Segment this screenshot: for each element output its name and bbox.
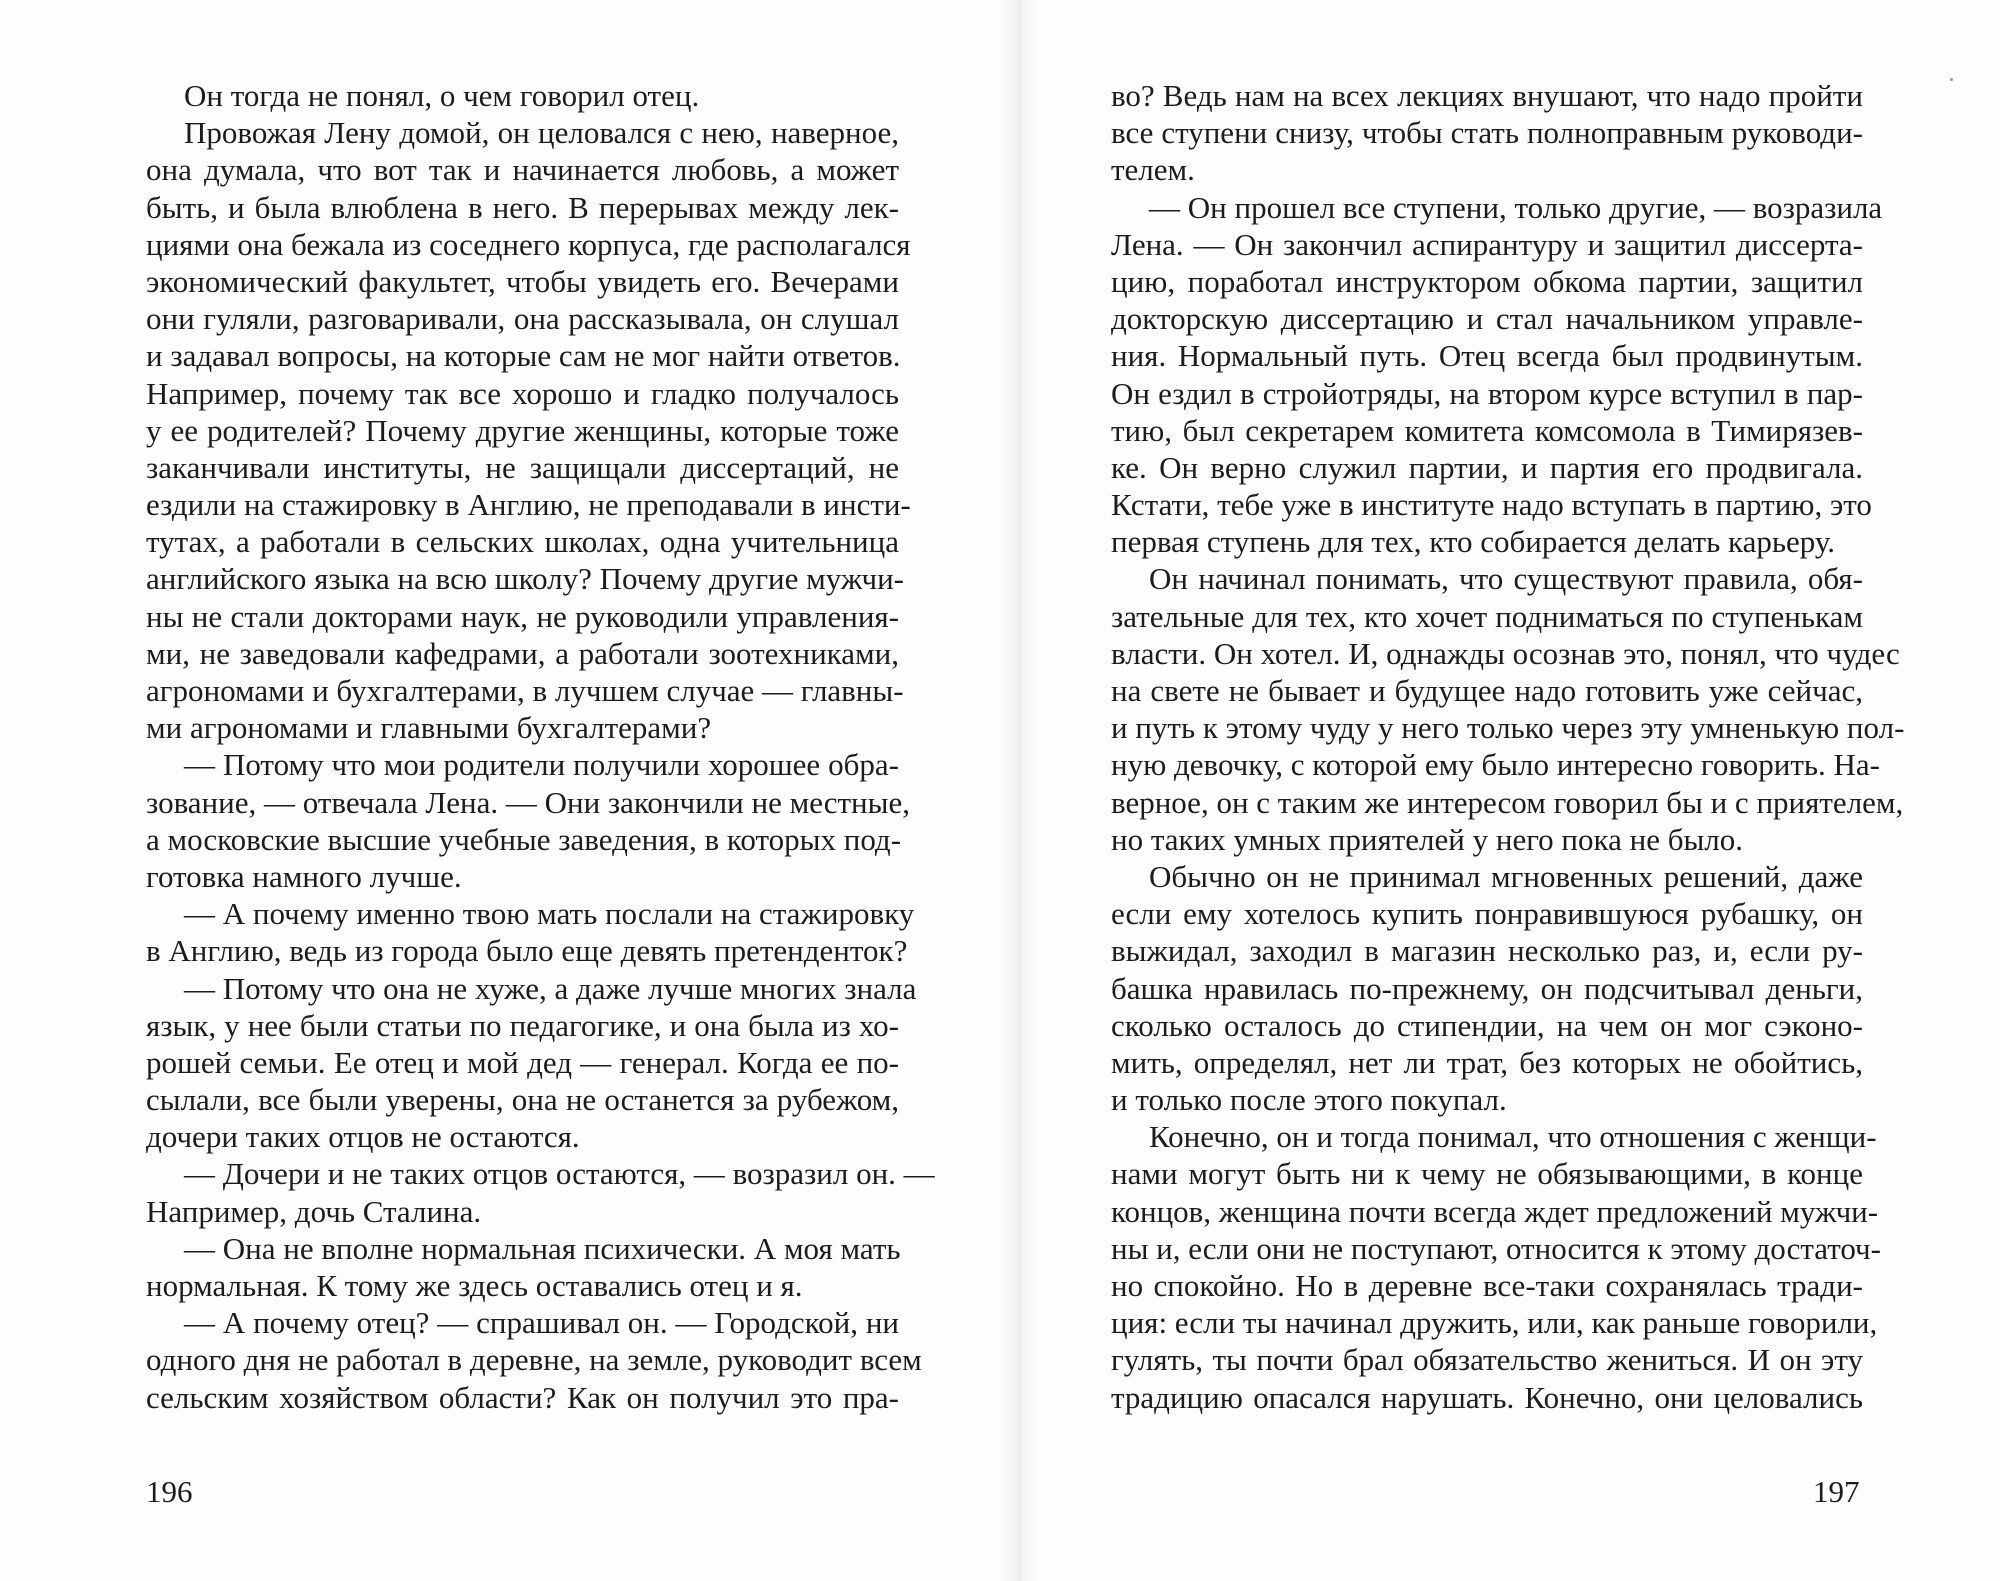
text-line: английского языка на всю школу? Почему другие мужчи- <box>146 561 905 597</box>
text-line: тию, был секретарем комитета комсомола в Тимирязев- <box>1111 412 1863 448</box>
text-line: но таких умных приятелей у него пока не было. <box>1111 821 1744 857</box>
text-line: — Потому что мои родители получили хорошее обра- <box>184 747 899 783</box>
left-page-text <box>146 77 935 1416</box>
text-line: — А почему именно твою мать послали на стажировку <box>184 896 915 932</box>
text-line: сылали, все были уверены, она не останется за рубежом, <box>146 1082 899 1118</box>
text-line: одного дня не работал в деревне, на земле, руководит всем <box>146 1342 922 1378</box>
text-line: они гуляли, разговаривали, она рассказывала, он слушал <box>146 301 899 337</box>
text-line: мить, определял, нет ли трат, без которых не обойтись, <box>1111 1044 1863 1080</box>
text-line: и задавал вопросы, на которые сам не мог найти ответов. <box>146 338 901 374</box>
text-line: Он ездил в стройотряды, на втором курсе вступил в пар- <box>1111 375 1863 411</box>
text-line: дочери таких отцов не остаются. <box>146 1119 580 1155</box>
text-line: Провожая Лену домой, он целовался с нею, наверное, <box>184 115 899 151</box>
paper-speck <box>1950 78 1953 81</box>
text-line: язык, у нее были статьи по педагогике, и она была из хо- <box>146 1007 899 1043</box>
text-line: быть, и была влюблена в него. В перерывах между лек- <box>146 189 899 225</box>
text-line: готовка намного лучше. <box>146 858 462 894</box>
text-line: она думала, что вот так и начинается любовь, а может <box>146 152 899 188</box>
text-line: ную девочку, с которой ему было интересно говорить. На- <box>1111 747 1881 783</box>
text-line: докторскую диссертацию и стал начальником управле- <box>1111 301 1863 337</box>
text-line: Например, дочь Сталина. <box>146 1193 482 1229</box>
text-line: выжидал, заходил в магазин несколько раз, и, если ру- <box>1111 933 1863 969</box>
text-line: ны не стали докторами наук, не руководили управления- <box>146 598 899 634</box>
text-line: Обычно он не принимал мгновенных решений, даже <box>1149 858 1863 894</box>
text-line: — Потому что она не хуже, а даже лучше многих знала <box>184 970 917 1006</box>
text-line: если ему хотелось купить понравившуюся рубашку, он <box>1111 896 1863 932</box>
text-line: рошей семьи. Ее отец и мой дед — генерал. Когда ее по- <box>146 1044 899 1080</box>
text-line: — А почему отец? — спрашивал он. — Городской, ни <box>184 1305 899 1341</box>
text-line: тутах, а работали в сельских школах, одна учительница <box>146 524 899 560</box>
text-line: но спокойно. Но в деревне все-таки сохранялась тради- <box>1111 1268 1863 1303</box>
text-line: зование, — отвечала Лена. — Они закончили не местные, <box>146 784 910 820</box>
text-line: — Он прошел все ступени, только другие, — возразила <box>1149 189 1883 225</box>
text-line: нормальная. К тому же здесь оставались отец и я. <box>146 1268 803 1303</box>
text-line: ми, не заведовали кафедрами, а работали зоотехниками, <box>146 635 899 671</box>
text-line: ездили на стажировку в Англию, не преподавали в инсти- <box>146 487 911 523</box>
text-line: экономический факультет, чтобы увидеть его. Вечерами <box>146 263 899 299</box>
text-line: сколько осталось до стипендии, на чем он мог сэконо- <box>1111 1007 1863 1043</box>
text-line: и только после этого покупал. <box>1111 1082 1507 1118</box>
text-line: традицию опасался нарушать. Конечно, они целовались <box>1111 1379 1863 1415</box>
text-line: — Она не вполне нормальная психически. А моя мать <box>184 1230 901 1266</box>
text-line: агрономами и бухгалтерами, в лучшем случае — главны- <box>146 673 904 708</box>
text-line: — Дочери и не таких отцов остаются, — возразил он. — <box>184 1156 935 1192</box>
text-line: гулять, ты почти брал обязательство жениться. И он эту <box>1111 1342 1863 1378</box>
text-line: концов, женщина почти всегда ждет предложений мужчи- <box>1111 1193 1879 1229</box>
text-line: цию, поработал инструктором обкома партии, защитил <box>1111 263 1863 299</box>
text-line: Например, почему так все хорошо и гладко получалось <box>146 375 899 411</box>
book-gutter <box>1000 0 1040 1581</box>
text-line: телем. <box>1111 152 1195 188</box>
text-line: башка нравилась по-прежнему, он подсчитывал деньги, <box>1111 970 1863 1006</box>
text-line: ми агрономами и главными бухгалтерами? <box>146 710 712 746</box>
text-line: зательные для тех, кто хочет подниматься по ступенькам <box>1111 598 1863 634</box>
text-line: сельским хозяйством области? Как он получил это пра- <box>146 1379 899 1415</box>
text-line: на свете не бывает и будущее надо готовить уже сейчас, <box>1111 673 1863 708</box>
text-line: власти. Он хотел. И, однажды осознав это, понял, что чудес <box>1111 635 1900 671</box>
text-line: Лена. — Он закончил аспирантуру и защитил диссерта- <box>1111 226 1863 262</box>
text-line: и путь к этому чуду у него только через эту умненькую пол- <box>1111 710 1905 746</box>
text-line: Кстати, тебе уже в институте надо вступать в партию, это <box>1111 487 1872 523</box>
text-line: первая ступень для тех, кто собирается делать карьеру. <box>1111 524 1835 560</box>
text-line: верное, он с таким же интересом говорил бы и с приятелем, <box>1111 784 1904 820</box>
text-line: циями она бежала из соседнего корпуса, где располагался <box>146 226 911 262</box>
text-line: Он тогда не понял, о чем говорил отец. <box>184 78 700 113</box>
text-line: а московские высшие учебные заведения, в которых под- <box>146 821 902 857</box>
right-page-text <box>1111 77 1905 1416</box>
page-number-left: 196 <box>146 1474 193 1509</box>
text-line: ния. Нормальный путь. Отец всегда был продвинутым. <box>1111 338 1863 374</box>
text-line: ция: если ты начинал дружить, или, как раньше говорили, <box>1111 1305 1878 1341</box>
text-line: ке. Он верно служил партии, и партия его продвигала. <box>1111 449 1863 485</box>
text-line: Конечно, он и тогда понимал, что отношения с женщи- <box>1149 1119 1877 1155</box>
text-line: Он начинал понимать, что существуют правила, обя- <box>1149 561 1863 597</box>
text-line: ны и, если они не поступают, относится к этому достаточ- <box>1111 1230 1881 1266</box>
text-line: у ее родителей? Почему другие женщины, которые тоже <box>146 412 899 448</box>
text-line: все ступени снизу, чтобы стать полноправным руководи- <box>1111 115 1863 151</box>
text-line: заканчивали институты, не защищали диссертаций, не <box>146 449 899 485</box>
text-line: нами могут быть ни к чему не обязывающими, в конце <box>1111 1156 1863 1192</box>
text-line: во? Ведь нам на всех лекциях внушают, что надо пройти <box>1111 78 1863 113</box>
text-line: в Англию, ведь из города было еще девять претенденток? <box>146 933 908 969</box>
page-number-right: 197 <box>1813 1474 1860 1509</box>
